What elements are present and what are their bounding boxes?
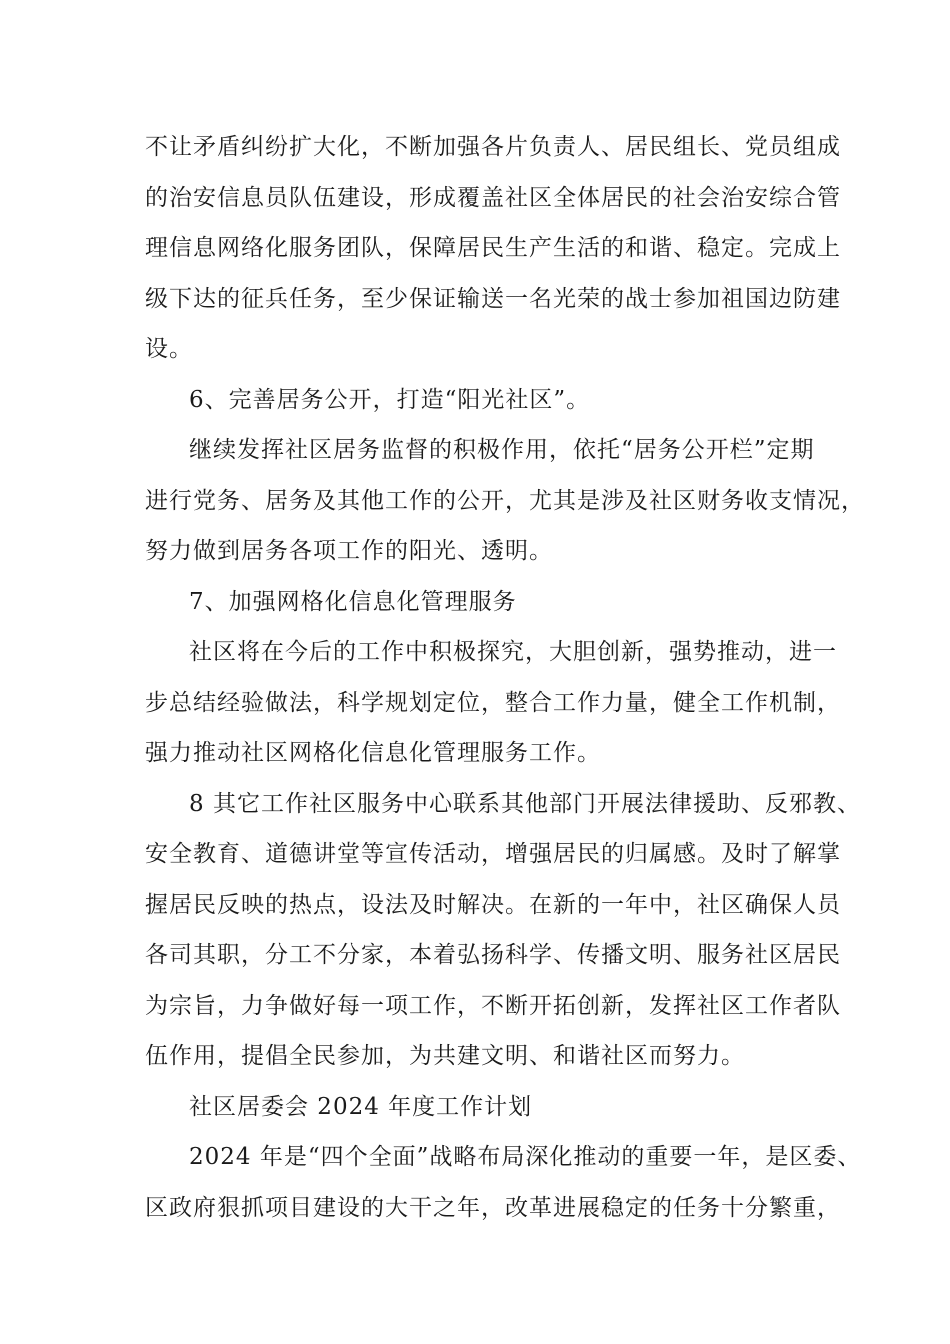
section-heading-7: 7、加强网格化信息化管理服务	[189, 588, 517, 615]
body-line: 努力做到居务各项工作的阳光、透明。	[145, 538, 553, 564]
body-line: 强力推动社区网格化信息化管理服务工作。	[145, 740, 601, 766]
body-line: 为宗旨，力争做好每一项工作，不断开拓创新，发挥社区工作者队	[145, 992, 841, 1019]
body-line: 级下达的征兵任务，至少保证输送一名光荣的战士参加祖国边防建	[145, 285, 841, 312]
body-line: 进行党务、居务及其他工作的公开，尤其是涉及社区财务收支情况，	[145, 487, 865, 514]
section-heading-6: 6、完善居务公开，打造“阳光社区”。	[189, 386, 591, 413]
body-line: 伍作用，提倡全民参加，为共建文明、和谐社区而努力。	[145, 1043, 745, 1069]
body-line: 的治安信息员队伍建设，形成覆盖社区全体居民的社会治安综合管	[145, 184, 841, 211]
body-line: 握居民反映的热点，设法及时解决。在新的一年中，社区确保人员	[145, 891, 841, 918]
body-line: 不让矛盾纠纷扩大化，不断加强各片负责人、居民组长、党员组成	[145, 134, 841, 160]
document-body	[145, 122, 865, 1233]
body-line: 区政府狠抓项目建设的大干之年，改革进展稳定的任务十分繁重，	[145, 1194, 841, 1221]
section-8-line: 8 其它工作社区服务中心联系其他部门开展法律援助、反邪教、	[189, 790, 861, 817]
body-line: 设。	[145, 336, 193, 362]
body-line: 继续发挥社区居务监督的积极作用，依托“居务公开栏”定期	[189, 437, 815, 463]
body-line: 社区将在今后的工作中积极探究，大胆创新，强势推动，进一	[189, 639, 837, 665]
body-line: 2024 年是“四个全面”战略布局深化推动的重要一年，是区委、	[189, 1144, 862, 1170]
body-line: 安全教育、道德讲堂等宣传活动，增强居民的归属感。及时了解掌	[145, 841, 841, 867]
plan-title: 社区居委会 2024 年度工作计划	[189, 1093, 533, 1120]
body-line: 各司其职，分工不分家，本着弘扬科学、传播文明、服务社区居民	[145, 942, 841, 968]
body-line: 理信息网络化服务团队，保障居民生产生活的和谐、稳定。完成上	[145, 235, 841, 261]
body-line: 步总结经验做法，科学规划定位，整合工作力量，健全工作机制，	[145, 689, 841, 716]
